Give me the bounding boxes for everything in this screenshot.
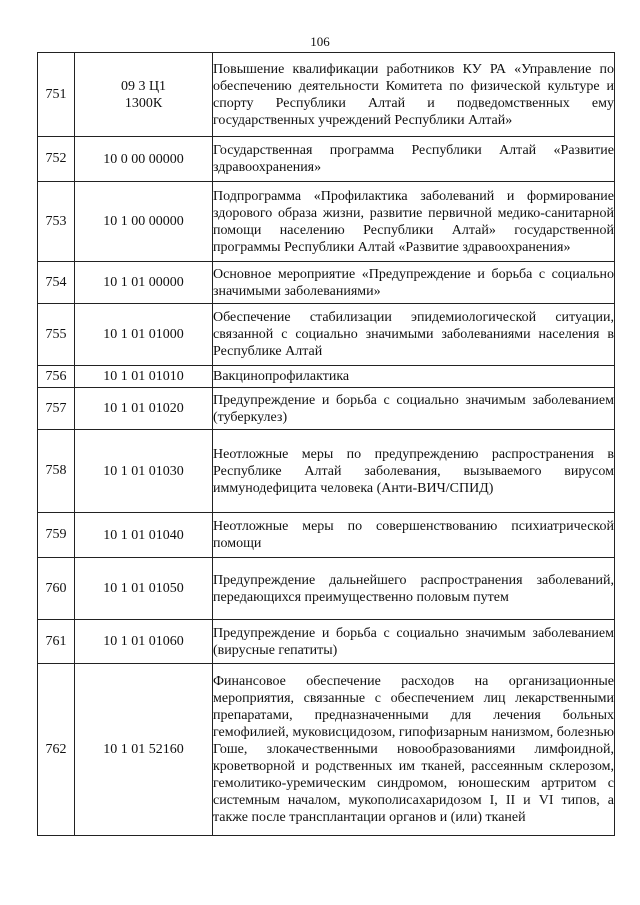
- row-code: 10 1 00 00000: [75, 182, 213, 262]
- row-number: 761: [38, 620, 75, 664]
- row-number: 758: [38, 430, 75, 513]
- row-description: Неотложные меры по предупреждению распространения в Республике Алтай заболевания, вызываемого вирусом иммунодефицита человека (Анти-ВИЧ/СПИД): [213, 430, 615, 513]
- table-row: [38, 182, 615, 262]
- page-number: 106: [310, 34, 330, 49]
- table-row: [38, 262, 615, 304]
- row-description: Предупреждение и борьба с социально значимым заболеванием (вирусные гепатиты): [213, 620, 615, 664]
- row-description: Государственная программа Республики Алтай «Развитие здравоохранения»: [213, 137, 615, 182]
- row-description: Основное мероприятие «Предупреждение и борьба с социально значимыми заболеваниями»: [213, 262, 615, 304]
- row-number: 753: [38, 182, 75, 262]
- row-description: Неотложные меры по совершенствованию психиатрической помощи: [213, 513, 615, 558]
- table-row: [38, 664, 615, 836]
- row-number: 760: [38, 558, 75, 620]
- row-code: 10 1 01 01040: [75, 513, 213, 558]
- row-number: 756: [38, 366, 75, 388]
- table-row: [38, 620, 615, 664]
- table-row: [38, 558, 615, 620]
- row-description: Подпрограмма «Профилактика заболеваний и формирование здорового образа жизни, развитие первичной медико-санитарной помощи населению Республики Алтай» государственной программы Республики Алтай «Развитие здравоохранения»: [213, 182, 615, 262]
- row-description: Повышение квалификации работников КУ РА «Управление по обеспечению деятельности Комитета по физической культуре и спорту Республики Алтай и подведомственных ему государственных учреждений Республики Алтай»: [213, 53, 615, 137]
- row-number: 755: [38, 304, 75, 366]
- row-code: 10 1 01 52160: [75, 664, 213, 836]
- row-code: 10 1 01 01050: [75, 558, 213, 620]
- row-number: 757: [38, 388, 75, 430]
- table-row: [38, 513, 615, 558]
- row-code: 10 1 01 01030: [75, 430, 213, 513]
- table-row: [38, 430, 615, 513]
- row-number: 752: [38, 137, 75, 182]
- table-row: [38, 366, 615, 388]
- row-code: 10 1 01 01010: [75, 366, 213, 388]
- budget-codes-table: [37, 52, 615, 836]
- row-code: 10 1 01 01060: [75, 620, 213, 664]
- row-description: Финансовое обеспечение расходов на организационные мероприятия, связанные с обеспечением лиц лекарственными препаратами, предназначенными для лечения больных гемофилией, муковисцидозом, гипофизарным нанизмом, болезнью Гоше, злокачественными новообразованиями лимфоидной, кроветворной и родственных им тканей, рассеянным склерозом, гемолитико-уремическим синдромом, юношеским артритом с системным началом, мукополисахаридозом I, II и VI типов, а также после трансплантации органов и (или) тканей: [213, 664, 615, 836]
- row-code: 10 1 01 01000: [75, 304, 213, 366]
- row-description: Предупреждение и борьба с социально значимым заболеванием (туберкулез): [213, 388, 615, 430]
- row-code: 10 0 00 00000: [75, 137, 213, 182]
- row-number: 759: [38, 513, 75, 558]
- row-description: Вакцинопрофилактика: [213, 366, 615, 388]
- table-row: [38, 304, 615, 366]
- table-row: [38, 388, 615, 430]
- table-row: [38, 53, 615, 137]
- row-description: Обеспечение стабилизации эпидемиологической ситуации, связанной с социально значимыми заболеваниями населения в Республике Алтай: [213, 304, 615, 366]
- row-code: 09 3 Ц1 1300К: [75, 53, 213, 137]
- table-row: [38, 137, 615, 182]
- row-description: Предупреждение дальнейшего распространения заболеваний, передающихся преимущественно половым путем: [213, 558, 615, 620]
- row-number: 754: [38, 262, 75, 304]
- row-code: 10 1 01 01020: [75, 388, 213, 430]
- row-code: 10 1 01 00000: [75, 262, 213, 304]
- row-number: 751: [38, 53, 75, 137]
- row-number: 762: [38, 664, 75, 836]
